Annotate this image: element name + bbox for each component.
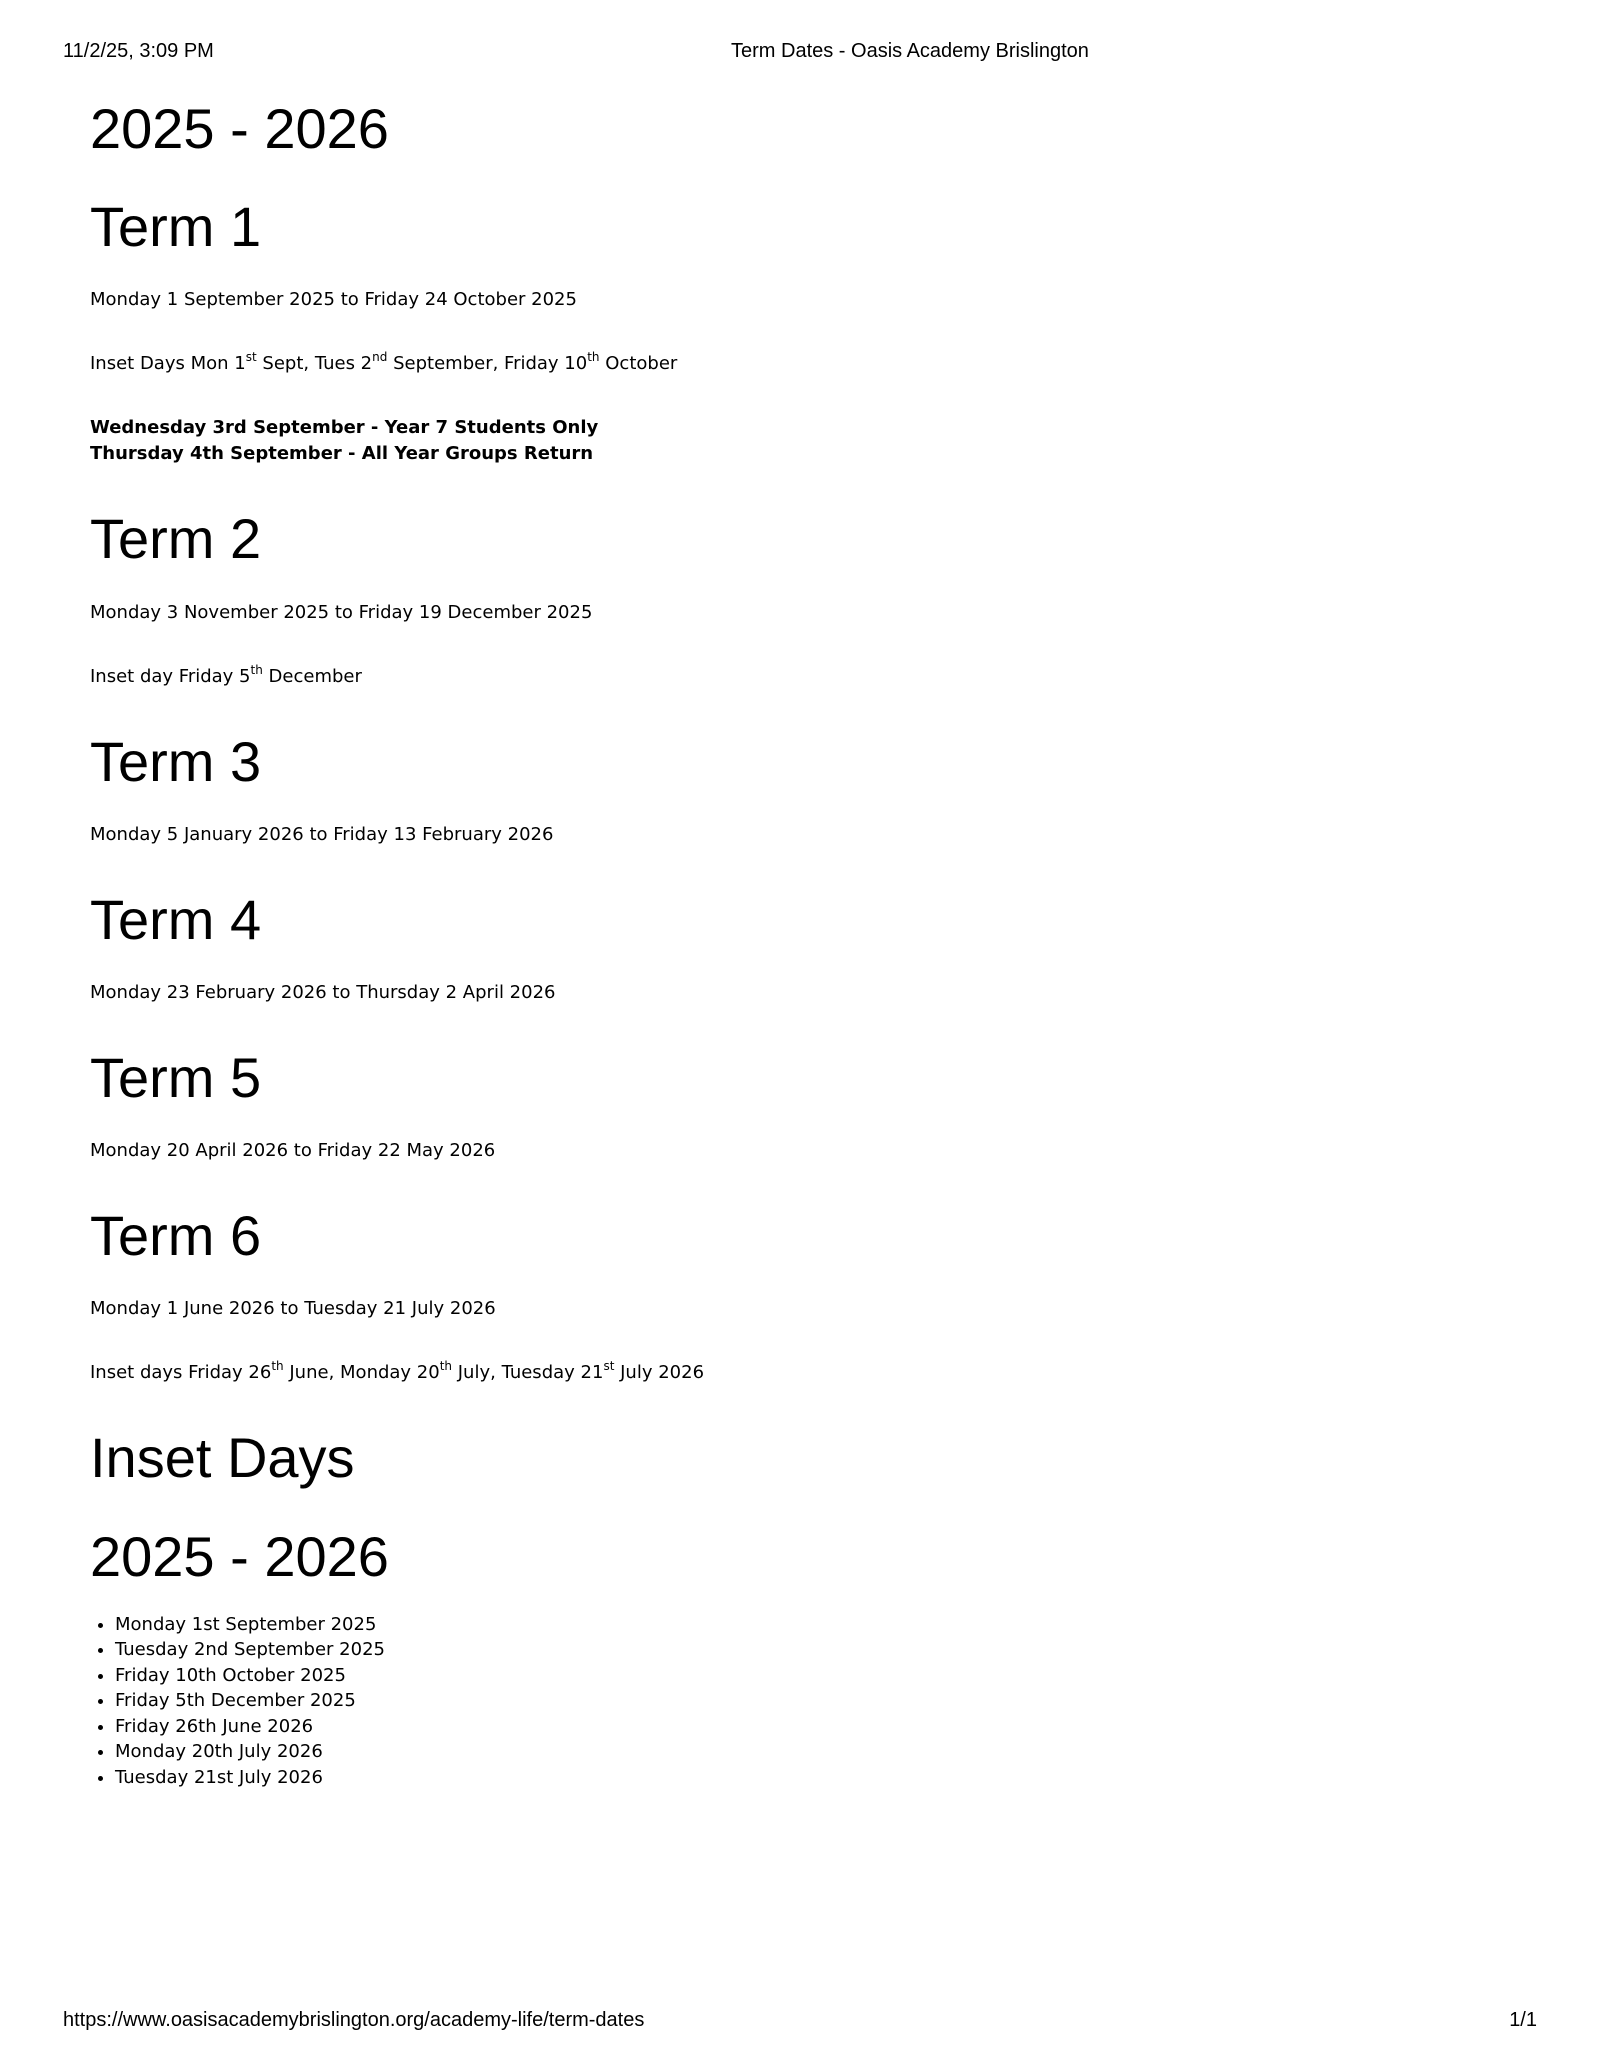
inset-days-heading: Inset Days	[90, 1426, 355, 1490]
list-item: • Tuesday 2nd September 2025	[115, 1637, 1390, 1663]
term-2-section	[90, 505, 1390, 689]
term-inset-days: Inset days Friday 26th June, Monday 20th July, Tuesday 21st July 2026	[90, 1359, 705, 1384]
term-dates: Monday 1 June 2026 to Tuesday 21 July 2026	[90, 1298, 496, 1320]
term-3-section	[90, 728, 1390, 848]
term-inset-days: Inset day Friday 5th December	[90, 662, 362, 687]
print-header	[63, 40, 1537, 66]
term-6-section	[90, 1202, 1390, 1386]
page-number: 1/1	[1509, 2009, 1537, 2031]
print-datetime: 11/2/25, 3:09 PM	[63, 40, 214, 62]
print-page-title: Term Dates - Oasis Academy Brislington	[731, 40, 1089, 62]
term-note: Wednesday 3rd September - Year 7 Students Only	[90, 417, 599, 439]
print-url: https://www.oasisacademybrislington.org/academy-life/term-dates	[63, 2009, 645, 2031]
term-heading: Term 4	[90, 887, 262, 951]
term-heading: Term 2	[90, 507, 262, 571]
term-dates: Monday 20 April 2026 to Friday 22 May 2026	[90, 1140, 496, 1162]
list-item: • Monday 20th July 2026	[115, 1739, 1390, 1765]
term-note: Thursday 4th September - All Year Groups Return	[90, 443, 594, 465]
term-5-section	[90, 1044, 1390, 1164]
term-heading: Term 1	[90, 195, 262, 259]
inset-days-year-heading: 2025 - 2026	[90, 1524, 389, 1588]
term-heading: Term 6	[90, 1204, 262, 1268]
inset-days-list	[90, 1612, 1390, 1791]
list-item: • Tuesday 21st July 2026	[115, 1765, 1390, 1791]
list-item: • Friday 26th June 2026	[115, 1714, 1390, 1740]
term-dates: Monday 23 February 2026 to Thursday 2 April 2026	[90, 981, 556, 1003]
inset-days-section	[90, 1424, 1390, 1790]
print-footer	[63, 2009, 1537, 2035]
term-1-section	[90, 193, 1390, 467]
term-inset-days: Inset Days Mon 1st Sept, Tues 2nd September, Friday 10th October	[90, 350, 678, 375]
term-heading: Term 5	[90, 1045, 262, 1109]
term-dates: Monday 5 January 2026 to Friday 13 February 2026	[90, 823, 554, 845]
term-dates: Monday 3 November 2025 to Friday 19 December 2025	[90, 601, 593, 623]
list-item: • Friday 10th October 2025	[115, 1663, 1390, 1689]
term-dates: Monday 1 September 2025 to Friday 24 October 2025	[90, 289, 577, 311]
term-4-section	[90, 886, 1390, 1006]
term-heading: Term 3	[90, 729, 262, 793]
list-item: • Monday 1st September 2025	[115, 1612, 1390, 1638]
year-heading: 2025 - 2026	[90, 97, 389, 160]
main-content	[90, 95, 1390, 1790]
list-item: • Friday 5th December 2025	[115, 1688, 1390, 1714]
